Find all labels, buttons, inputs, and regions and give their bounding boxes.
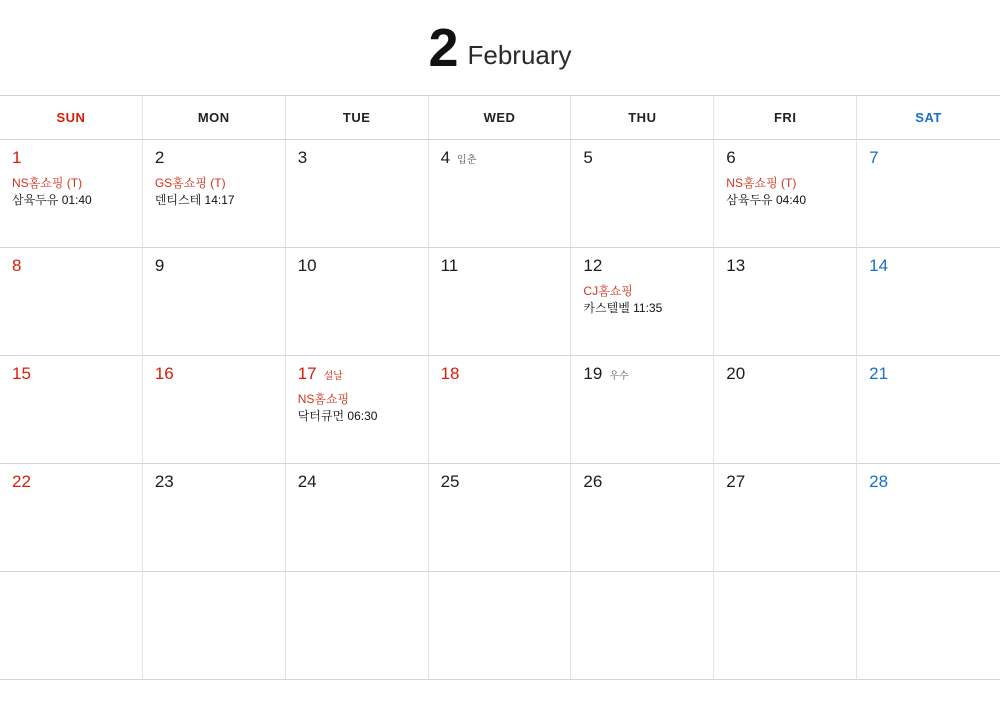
event-list bbox=[12, 175, 132, 210]
event-list bbox=[155, 175, 275, 210]
day-number-row bbox=[12, 149, 132, 168]
day-number-row bbox=[298, 257, 418, 276]
day-number: 14 bbox=[869, 256, 889, 275]
calendar-cell-day-12[interactable] bbox=[571, 248, 714, 356]
calendar-cell-day-23[interactable] bbox=[143, 464, 286, 572]
calendar-cell-day-17[interactable] bbox=[286, 356, 429, 464]
calendar-cell-day-24[interactable] bbox=[286, 464, 429, 572]
event-title[interactable]: CJ홈쇼핑 bbox=[583, 283, 633, 298]
day-number-row bbox=[869, 365, 990, 384]
day-number-row bbox=[726, 473, 846, 492]
calendar-cell-day-20[interactable] bbox=[714, 356, 857, 464]
day-number-row bbox=[583, 365, 703, 384]
calendar-cell-day-2[interactable] bbox=[143, 140, 286, 248]
weekday-header-tue: TUE bbox=[286, 96, 429, 139]
day-number: 8 bbox=[12, 256, 22, 275]
day-number: 19 bbox=[583, 364, 603, 383]
day-number-row bbox=[441, 365, 561, 384]
calendar-cell-empty[interactable] bbox=[714, 572, 857, 680]
calendar-cell-empty[interactable] bbox=[857, 572, 1000, 680]
month-number: 2 bbox=[428, 17, 458, 78]
calendar-cell-day-4[interactable] bbox=[429, 140, 572, 248]
calendar-cell-day-9[interactable] bbox=[143, 248, 286, 356]
day-number: 3 bbox=[297, 148, 308, 167]
day-note: 입춘 bbox=[457, 155, 477, 166]
day-number: 24 bbox=[297, 472, 317, 491]
day-number: 15 bbox=[12, 364, 31, 383]
day-number-row bbox=[441, 149, 561, 168]
day-number: 27 bbox=[726, 472, 746, 491]
calendar-cell-day-25[interactable] bbox=[429, 464, 572, 572]
event-list bbox=[298, 391, 418, 426]
day-number: 11 bbox=[440, 256, 459, 275]
day-number-row bbox=[12, 473, 132, 492]
calendar-cell-day-6[interactable] bbox=[714, 140, 857, 248]
day-number: 7 bbox=[869, 148, 879, 167]
day-number: 25 bbox=[440, 472, 460, 491]
day-number-row bbox=[583, 473, 703, 492]
calendar-cell-day-13[interactable] bbox=[714, 248, 857, 356]
day-number: 18 bbox=[440, 364, 460, 383]
day-number-row bbox=[155, 473, 275, 492]
event-title[interactable]: GS홈쇼핑 (T) bbox=[154, 175, 226, 190]
day-number: 16 bbox=[154, 364, 174, 383]
event-detail[interactable]: 삼육두유 04:40 bbox=[726, 193, 807, 208]
weekday-header-thu: THU bbox=[571, 96, 714, 139]
calendar-cell-day-18[interactable] bbox=[429, 356, 572, 464]
day-number: 4 bbox=[440, 148, 451, 167]
day-number: 2 bbox=[154, 148, 165, 167]
calendar-cell-empty[interactable] bbox=[0, 572, 143, 680]
day-note: 설날 bbox=[323, 371, 343, 382]
calendar-cell-day-22[interactable] bbox=[0, 464, 143, 572]
event-detail[interactable]: 닥터큐먼 06:30 bbox=[297, 409, 378, 424]
event-detail[interactable]: 카스텔벨 11:35 bbox=[583, 301, 663, 316]
calendar-cell-day-7[interactable] bbox=[857, 140, 1000, 248]
day-number-row bbox=[298, 149, 418, 168]
day-number: 5 bbox=[583, 148, 593, 167]
weekday-header-sun: SUN bbox=[0, 96, 143, 139]
day-number: 26 bbox=[583, 472, 603, 491]
calendar-cell-empty[interactable] bbox=[143, 572, 286, 680]
event-title[interactable]: NS홈쇼핑 (T) bbox=[726, 175, 797, 190]
calendar-cell-day-5[interactable] bbox=[571, 140, 714, 248]
day-number-row bbox=[726, 257, 846, 276]
day-number-row bbox=[12, 365, 132, 384]
day-number: 6 bbox=[726, 148, 736, 167]
event-detail[interactable]: 삼육두유 01:40 bbox=[12, 193, 92, 208]
calendar-cell-empty[interactable] bbox=[429, 572, 572, 680]
day-number-row bbox=[583, 149, 703, 168]
calendar-cell-empty[interactable] bbox=[571, 572, 714, 680]
day-number: 22 bbox=[12, 472, 31, 491]
calendar-cell-day-19[interactable] bbox=[571, 356, 714, 464]
day-number-row bbox=[298, 365, 418, 384]
day-number: 10 bbox=[297, 256, 317, 275]
calendar-cell-day-11[interactable] bbox=[429, 248, 572, 356]
calendar-cell-day-26[interactable] bbox=[571, 464, 714, 572]
day-number-row bbox=[583, 257, 703, 276]
day-number: 1 bbox=[12, 148, 22, 167]
event-title[interactable]: NS홈쇼핑 (T) bbox=[12, 175, 83, 190]
event-title[interactable]: NS홈쇼핑 bbox=[297, 391, 350, 406]
calendar-cell-empty[interactable] bbox=[286, 572, 429, 680]
day-note: 우수 bbox=[609, 371, 629, 382]
calendar-cell-day-14[interactable] bbox=[857, 248, 1000, 356]
day-number: 21 bbox=[869, 364, 889, 383]
calendar-cell-day-3[interactable] bbox=[286, 140, 429, 248]
weekday-header-sat: SAT bbox=[915, 110, 942, 125]
calendar-cell-day-27[interactable] bbox=[714, 464, 857, 572]
day-number: 23 bbox=[154, 472, 174, 491]
weekday-header-fri: FRI bbox=[714, 96, 857, 139]
calendar-cell-day-1[interactable] bbox=[0, 140, 143, 248]
day-number: 12 bbox=[583, 256, 603, 275]
day-number-row bbox=[155, 365, 275, 384]
day-number: 20 bbox=[726, 364, 746, 383]
day-number-row bbox=[869, 473, 990, 492]
day-number: 13 bbox=[726, 256, 746, 275]
weekday-header-row bbox=[0, 95, 1000, 140]
day-number-row bbox=[869, 149, 990, 168]
day-number-row bbox=[298, 473, 418, 492]
calendar-cell-day-8[interactable] bbox=[0, 248, 143, 356]
day-number-row bbox=[726, 365, 846, 384]
event-list bbox=[726, 175, 846, 210]
day-number-row bbox=[12, 257, 132, 276]
calendar-cell-day-21[interactable] bbox=[857, 356, 1000, 464]
weekday-header-mon: MON bbox=[143, 96, 286, 139]
calendar-cell-day-16[interactable] bbox=[143, 356, 286, 464]
weekday-header-wed: WED bbox=[429, 96, 572, 139]
day-number-row bbox=[726, 149, 846, 168]
calendar-cell-day-28[interactable] bbox=[857, 464, 1000, 572]
day-number: 17 bbox=[297, 364, 317, 383]
day-number: 9 bbox=[154, 256, 165, 275]
month-name: February bbox=[467, 40, 572, 70]
day-number-row bbox=[441, 473, 561, 492]
calendar-header bbox=[0, 0, 1000, 95]
calendar-cell-day-15[interactable] bbox=[0, 356, 143, 464]
day-number-row bbox=[155, 149, 275, 168]
calendar-cell-day-10[interactable] bbox=[286, 248, 429, 356]
day-number-row bbox=[869, 257, 990, 276]
event-list bbox=[583, 283, 703, 318]
calendar-grid bbox=[0, 140, 1000, 680]
day-number-row bbox=[155, 257, 275, 276]
event-detail[interactable]: 덴티스테 14:17 bbox=[154, 193, 235, 208]
day-number: 28 bbox=[869, 472, 889, 491]
day-number-row bbox=[441, 257, 561, 276]
